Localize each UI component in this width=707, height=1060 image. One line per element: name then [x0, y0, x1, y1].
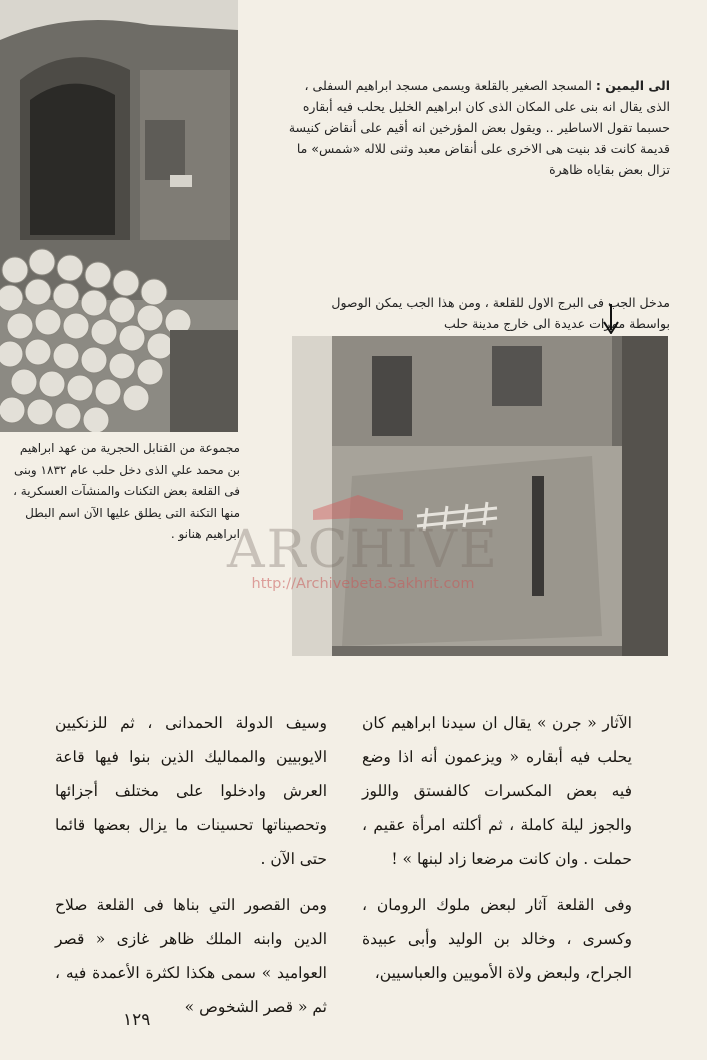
- body-paragraph: وفى القلعة آثار لبعض ملوك الرومان ، وكسرى ، وخالد بن الوليد وأبى عبيدة الجراح، ولبعض ولاة الأمويين والعباسيين،: [362, 896, 632, 982]
- photo-cannonballs: [0, 0, 238, 432]
- body-column-right: [362, 706, 632, 1002]
- photo-well-image: [292, 336, 668, 656]
- body-paragraph: وسيف الدولة الحمدانى ، ثم للزنكيين الايوبيين والمماليك الذين بنوا فيها قاعة العرش وادخلوا على مختلف أجزائها وتحصيناتها تحسينات ما يزال بعضها قائما حتى الآن .: [55, 714, 327, 868]
- arrow-down-icon: [601, 304, 621, 334]
- caption-mosque: [285, 75, 670, 180]
- body-paragraph: الآثار « جرن » يقال ان سيدنا ابراهيم كان يحلب فيه أبقاره « ويزعمون أنه اذا وضع فيه بعض المكسرات كالفستق واللوز والجوز ليلة كاملة ، ثم أكلته امرأة عقيم ، حملت . وان كانت مرضعا زاد لبنها » !: [362, 714, 632, 868]
- body-paragraph: ومن القصور التي بناها فى القلعة صلاح الدين وابنه الملك ظاهر غازى « قصر العواميد » سمى هكذا لكثرة الأعمدة فيه ، ثم « قصر الشخوص »: [55, 896, 327, 1016]
- page-number: ١٢٩: [123, 1010, 151, 1030]
- photo-cannonballs-image: [0, 0, 238, 432]
- watermark-word: ARCHIVE: [227, 520, 499, 580]
- caption-mosque-text: المسجد الصغير بالقلعة ويسمى مسجد ابراهيم السفلى ، الذى يقال انه بنى على المكان الذى كان ابراهيم الخليل يحلب فيه أبقاره حسبما تقول الاساطير .. ويقول بعض المؤرخين انه أقيم على أنقاض كنيسة قديمة كانت قد بنيت هى الاخرى على أنقاض معبد وثنى للاله «شمس» ما تزال بعض بقاياه ظاهرة: [288, 78, 670, 177]
- caption-well: مدخل الجب فى البرج الاول للقلعة ، ومن هذا الجب يمكن الوصول بواسطة ممرات عديدة الى خارج مدينة حلب: [331, 295, 670, 331]
- body-column-left: [55, 706, 327, 1036]
- caption-mosque-lead: الى اليمين :: [595, 78, 670, 93]
- caption-cannonballs: مجموعة من القنابل الحجرية من عهد ابراهيم بن محمد علي الذى دخل حلب عام ١٨٣٢ وبنى فى القلعة بعض التكنات والمنشآت العسكرية ، منها التكنة التى يطلق عليها الآن اسم البطل ابراهيم هنانو .: [13, 441, 240, 541]
- watermark-url: http://Archivebeta.Sakhrit.com: [251, 576, 475, 592]
- photo-well-entrance: [292, 336, 668, 656]
